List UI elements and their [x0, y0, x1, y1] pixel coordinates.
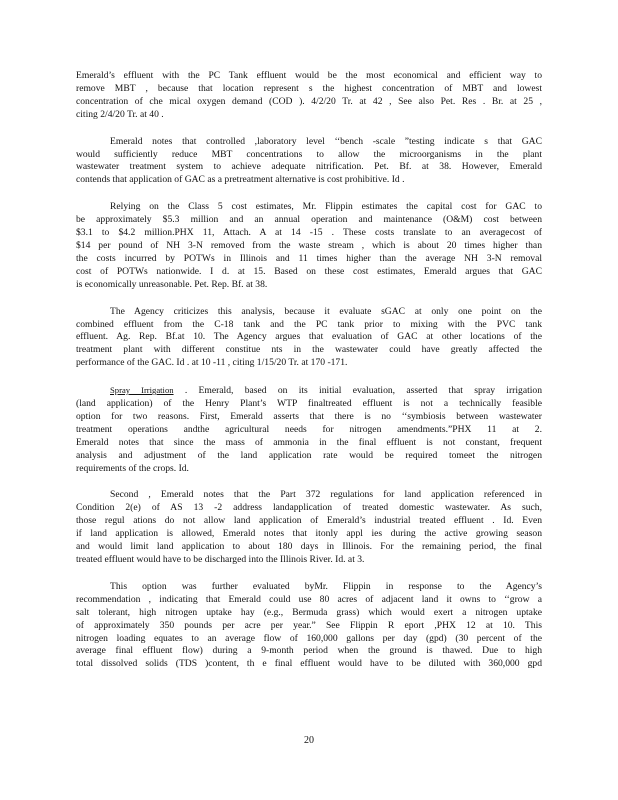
text-line: total dissolved solids (TDS )content, th e final effluent would have to be diluted with 360,000 gpd: [76, 658, 542, 670]
text-line-rest: . Emerald, based on its initial evaluation, asserted that spray irrigation: [173, 385, 542, 397]
text-line: combined effluent from the C-18 tank and the PC tank prior to mixing with the PVC tank: [76, 318, 542, 330]
text-line: of approximately 350 pounds per acre per year.” See Flippin R eport ,PHX 12 at 10. This: [76, 619, 542, 631]
text-line: [76, 384, 542, 398]
section-heading: Spray Irrigation: [110, 385, 174, 396]
text-line: cost of POTWs nationwide. I d. at 15. Based on these cost estimates, Emerald argues that GAC: [76, 265, 542, 277]
text-line: contends that application of GAC as a pretreatment alternative is cost prohibitive. Id .: [76, 174, 405, 186]
paragraph-3: [76, 201, 542, 291]
text-line: recommendation , indicating that Emerald could use 80 acres of adjacent land it owns to ‘‘grow a: [76, 593, 542, 605]
text-line: Second , Emerald notes that the Part 372 regulations for land application referenced in: [110, 489, 542, 501]
text-line: the costs incurred by POTWs in Illinois and 11 times higher than the average NH 3-N removal: [76, 252, 542, 264]
text-line: $14 per pound of NH 3-N removed from the waste stream , which is about 20 times higher than: [76, 239, 542, 251]
text-line: be approximately $5.3 million and an annual operation and maintenance (O&M) cost between: [76, 214, 542, 226]
document-page: [76, 70, 542, 685]
text-line: Emerald’s effluent with the PC Tank effluent would be the most economical and efficient way to: [76, 70, 542, 81]
text-line: Condition 2(e) of AS 13 -2 address landapplication of treated domestic wastewater. As such,: [76, 502, 542, 514]
text-line: effluent. Ag. Rep. Bf.at 10. The Agency argues that evaluation of GAC at other locations of the: [76, 331, 542, 343]
text-line: those regul ations do not allow land application of Emerald’s industrial treated effluent . Id. Even: [76, 515, 542, 527]
text-line: wastewater treatment system to achieve adequate nitrification. Pet. Bf. at 38. However, Emerald: [76, 161, 542, 173]
paragraph-2: [76, 136, 542, 188]
text-line: is economically unreasonable. Pet. Rep. Bf. at 38.: [76, 278, 268, 290]
text-line: would sufficiently reduce MBT concentrations to allow the microorganisms in the plant: [76, 148, 542, 160]
text-line: and would limit land application to about 180 days in Illinois. For the remaining period, the final: [76, 541, 542, 553]
paragraph-1: [76, 70, 542, 122]
text-line: concentration of che mical oxygen demand (COD ). 4/2/20 Tr. at 42 , See also Pet. Res . Br. at 25 ,: [76, 95, 542, 107]
text-line: Emerald notes that since the mass of ammonia in the final effluent is not constant, frequent: [76, 436, 542, 448]
paragraph-4: [76, 306, 542, 371]
paragraph-6: [76, 489, 542, 566]
paragraph-spray-irrigation: [76, 384, 542, 475]
text-line: if land application is allowed, Emerald notes that itonly appl ies during the active growing season: [76, 528, 542, 540]
text-line: average final effluent flow) during a 9-month period when the ground is thawed. Due to high: [76, 645, 542, 657]
text-line: salt tolerant, high nitrogen uptake hay (e.g., Bermuda grass) which would exert a nitrogen uptake: [76, 606, 542, 618]
paragraph-7: [76, 581, 542, 671]
text-line: Relying on the Class 5 cost estimates, Mr. Flippin estimates the capital cost for GAC to: [110, 201, 542, 213]
text-line: requirements of the crops. Id.: [76, 462, 189, 474]
text-line: Emerald notes that controlled ,laboratory level ‘‘bench -scale ”testing indicate s that GAC: [110, 135, 542, 147]
text-line: performance of the GAC. Id . at 10 -11 , citing 1/15/20 Tr. at 170 -171.: [76, 357, 348, 369]
text-line: $3.1 to $4.2 million.PHX 11, Attach. A at 14 -15 . These costs translate to an averagecost of: [76, 227, 542, 239]
text-line: The Agency criticizes this analysis, because it evaluate sGAC at only one point on the: [110, 305, 542, 317]
text-line: treatment operations andthe agricultural needs for nitrogen amendments.”PHX 11 at 2.: [76, 423, 542, 435]
page-number: 20: [304, 735, 314, 746]
text-line: nitrogen loading equates to an average flow of 160,000 gallons per day (gpd) (30 percent of the: [76, 632, 542, 644]
text-line: treatment plant with different constitue nts in the wastewater could have greatly affected the: [76, 344, 542, 356]
text-line: citing 2/4/20 Tr. at 40 .: [76, 108, 164, 120]
text-line: (land application) of the Henry Plant’s WTP finaltreated effluent is not a technically feasible: [76, 398, 542, 410]
text-line: analysis and adjustment of the land application rate would be required tomeet the nitrogen: [76, 449, 542, 461]
text-line: This option was further evaluated byMr. Flippin in response to the Agency’s: [110, 580, 542, 592]
text-line: treated effluent would have to be discharged into the Illinois River. Id. at 3.: [76, 554, 365, 565]
text-line: option for two reasons. First, Emerald asserts that there is no ‘‘symbiosis between wastewater: [76, 410, 542, 422]
text-line: remove MBT , because that location represent s the highest concentration of MBT and lowest: [76, 82, 542, 94]
